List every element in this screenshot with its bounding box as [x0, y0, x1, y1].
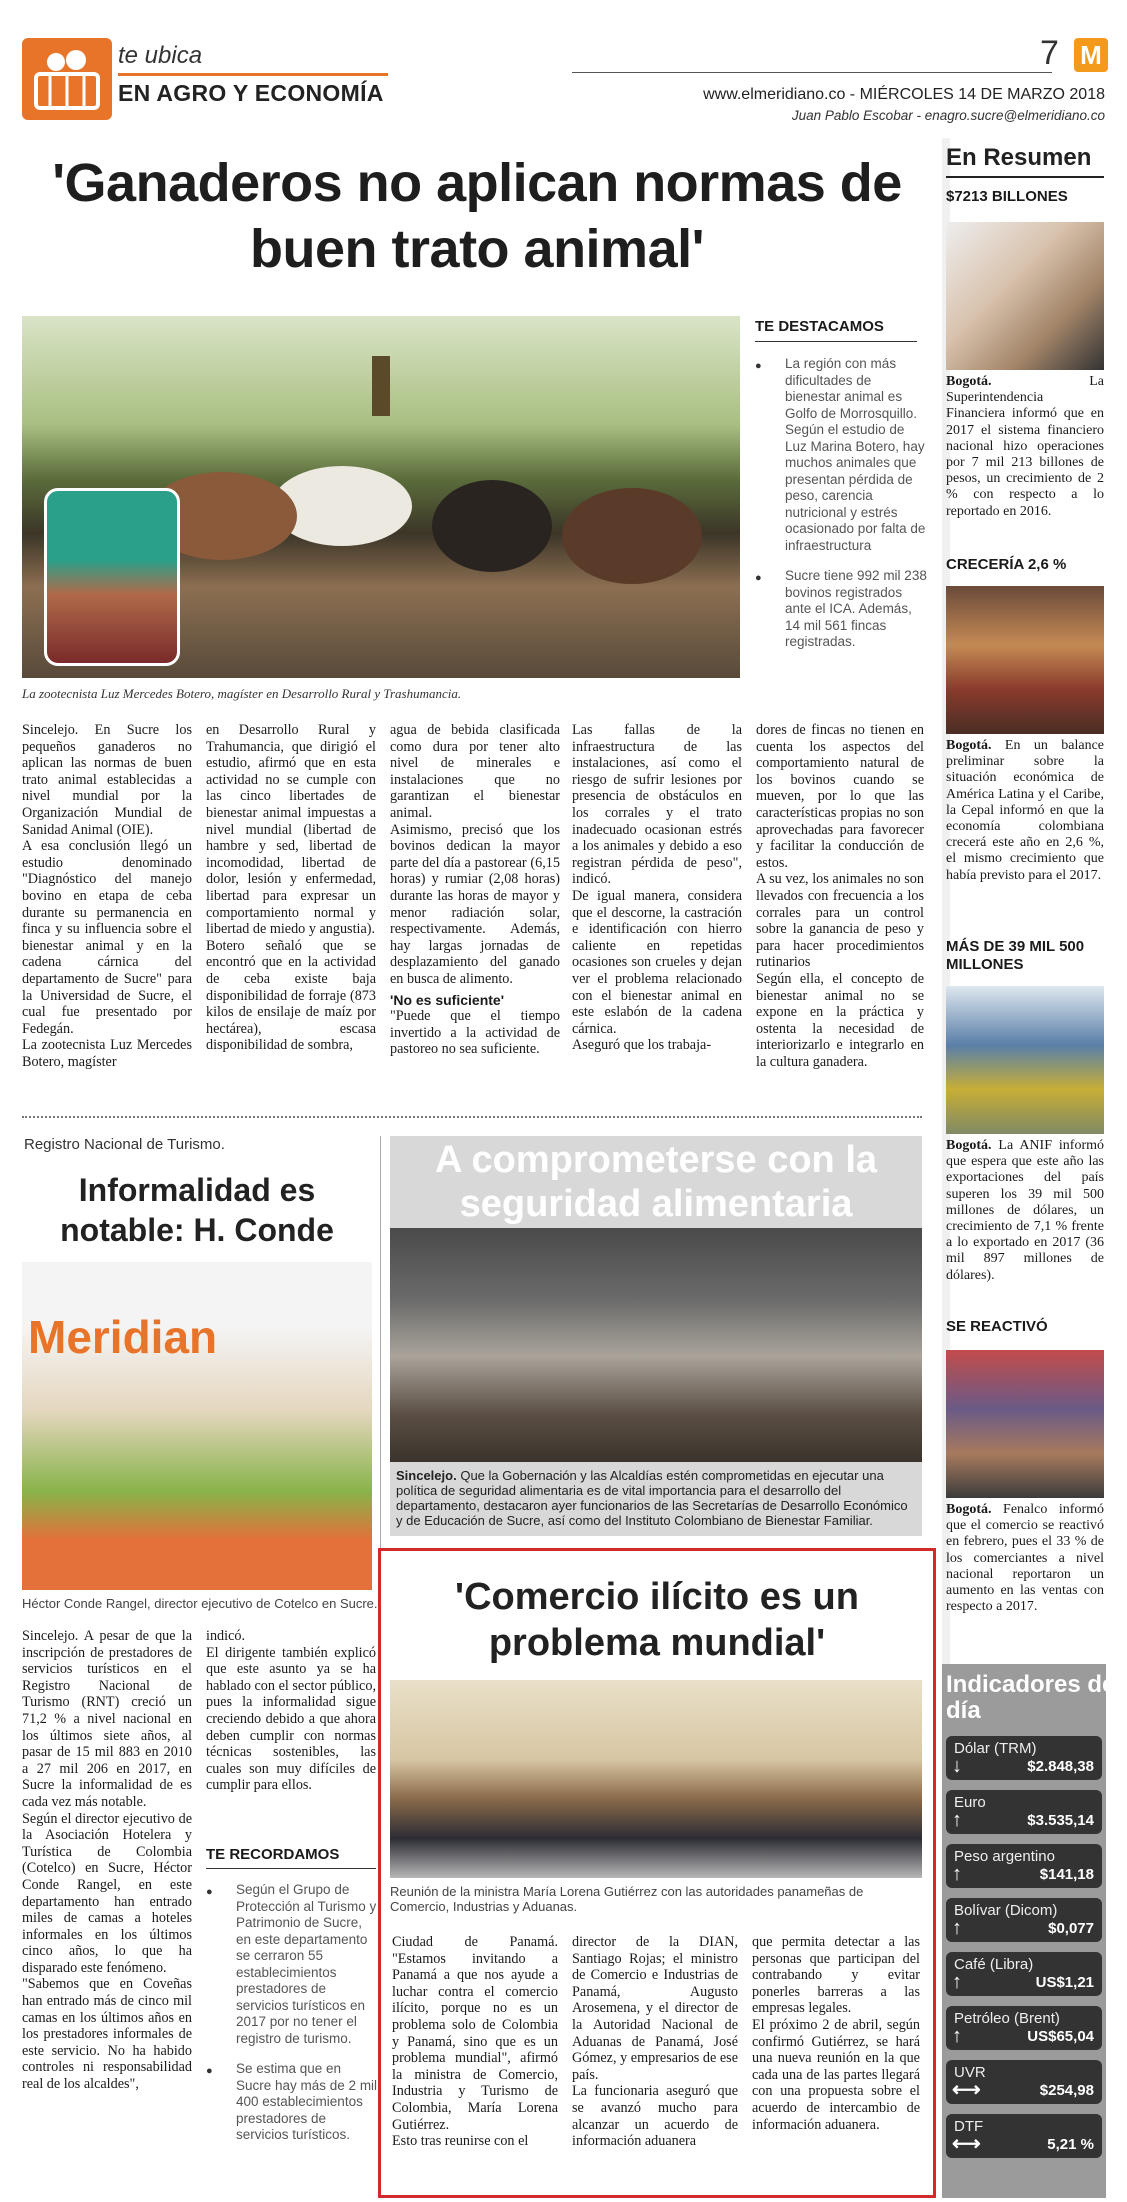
- list-item: ● La región con más dificultades de bienestar animal es Golfo de Morrosquillo. Según el estudio de Luz Marina Botero, hay muchos animales que presentan pérdida de peso, carencia nutricional y estrés ocasionado por falta de infraestructura: [755, 356, 927, 554]
- summary-photo: [946, 1350, 1104, 1498]
- indicator-name: Petróleo (Brent): [954, 2010, 1060, 2027]
- paragraph: dores de fincas no tienen en cuenta los aspectos del comportamiento natural de los bovinos cuando se mueven, por lo que las características propias no son aprovechadas para favorecer y facilitar la conducción de estos.: [756, 722, 924, 871]
- indicator-item: [946, 1844, 1102, 1888]
- indicator-value: $254,98: [1039, 2082, 1094, 2099]
- indicator-name: Café (Libra): [954, 1956, 1034, 1973]
- summary-lead: Bogotá.: [946, 374, 992, 389]
- paragraph: La funcionaria aseguró que se avanzó mucho para alcanzar un acuerdo de información aduanera: [572, 2083, 738, 2150]
- informalidad-column-2: [206, 1628, 376, 1794]
- comercio-photo: [390, 1680, 922, 1878]
- paragraph: Según ella, el concepto de bienestar animal no se expone en la práctica y ostenta la necesidad de interiorizarlo e integrarlo en la cultura ganadera.: [756, 970, 924, 1070]
- caption-lead: Sincelejo.: [396, 1468, 457, 1483]
- summary-heading: CRECERÍA 2,6 %: [946, 556, 1067, 573]
- summary-text: [946, 738, 1104, 884]
- indicator-name: Bolívar (Dicom): [954, 1902, 1058, 1919]
- paragraph: en Desarrollo Rural y Trahumancia, que dirigió el estudio, afirmó que en esta actividad no se cumple con las cinco libertades de bienestar animal impuestas a nivel mundial (libertad de hambre y sed, libertad de incomodidad, libertad de dolor, lesión y enfermedad, libertad para expresar un comportamiento normal y libertad de miedo y angustia).: [206, 722, 376, 938]
- comercio-headline: 'Comercio ilícito es un problema mundial': [455, 1576, 859, 1664]
- article-column-3: [390, 722, 560, 1058]
- summary-body: En un balance preliminar sobre la situación económica de América Latina y el Caribe, la Cepal informó en que la economía colombiana crecerá este año en 2,6 %, el mismo crecimiento que había previsto para el 2017.: [946, 738, 1105, 883]
- dateline: www.elmeridiano.co - MIÉRCOLES 14 DE MARZO 2018: [703, 86, 1105, 103]
- paragraph: Botero señaló que se encontró que en la actividad de ceba existe baja disponibilidad de forraje (873 kilos de ensilaje de maíz por hectárea), escasa disponibilidad de sombra,: [206, 937, 376, 1054]
- indicator-value: US$1,21: [1035, 1974, 1094, 1991]
- conde-caption: Héctor Conde Rangel, director ejecutivo de Cotelco en Sucre.: [22, 1596, 378, 1611]
- paragraph: A su vez, los animales no son llevados con frecuencia a los corrales para un control sobre la ganancia de peso y para hacer procedimientos rutinarios: [756, 871, 924, 971]
- indicator-value: US$65,04: [1027, 2028, 1094, 2045]
- indicator-value: $0,077: [1048, 1920, 1094, 1937]
- summary-photo: [946, 986, 1104, 1134]
- indicator-name: UVR: [954, 2064, 986, 2081]
- section-underline: [118, 73, 388, 76]
- summary-lead: Bogotá.: [946, 738, 992, 753]
- paragraph: Las fallas de la infraestructura de las instalaciones, así como el riesgo de sufrir lesiones por presencia de obstáculos en los corrales y el trato inadecuado ocasionan estrés a los animales y debido a eso registran pérdida de peso", indicó.: [572, 722, 742, 888]
- paragraph: La zootecnista Luz Mercedes Botero, magíster: [22, 1037, 192, 1070]
- trend-arrow-icon: ⟷: [952, 2133, 981, 2155]
- paragraph: A esa conclusión llegó un estudio denominado "Diagnóstico del manejo bovino en etapa de ceba durante su permanencia en finca y su influencia sobre el bienestar animal y en la cadena cárnica del departamento de Sucre" para la Universidad de Sucre, el cual fue presentado por Fedegán.: [22, 838, 192, 1037]
- seguridad-photo: [390, 1228, 922, 1462]
- trend-arrow-icon: ↑: [952, 1917, 962, 1939]
- paragraph: "Puede que el tiempo invertido a la actividad de pastoreo no sea suficiente.: [390, 1008, 560, 1058]
- indicator-name: Peso argentino: [954, 1848, 1055, 1865]
- informalidad-column-1: [22, 1628, 192, 2093]
- sidebar-rule: [946, 176, 1104, 178]
- summary-heading: MÁS DE 39 MIL 500 MILLONES: [946, 938, 1085, 973]
- paragraph: Según el director ejecutivo de la Asociación Hotelera y Turística de Colombia (Cotelco) en Sucre, Héctor Conde Rangel, en este departamento han entrado miles de camas a hoteles informales en los últimos cinco años, lo que ha disparado este fenómeno.: [22, 1810, 192, 1976]
- indicator-name: Euro: [954, 1794, 986, 1811]
- paragraph: De igual manera, considera que el descorne, la castración e identificación con hierro caliente en repetidas ocasiones son crueles y dejan ver el problema relacionado con el bienestar animal en este eslabón de la cadena cárnica.: [572, 887, 742, 1037]
- article-column-4: [572, 722, 742, 1054]
- paragraph: director de la DIAN, Santiago Rojas; el ministro de Comercio e Industrias de Panamá, Augusto Arosemena, y el director de la Autoridad Nacional de Aduanas de Panamá, José Gómez, y empresarios de ese país.: [572, 1934, 738, 2083]
- indicator-item: [946, 1736, 1102, 1780]
- paragraph: agua de bebida clasificada como dura por tener alto nivel de minerales e instalaciones que no garantizan el bienestar animal.: [390, 722, 560, 821]
- trend-arrow-icon: ↑: [952, 1971, 962, 1993]
- recordamos-list: [206, 1882, 378, 2158]
- informalidad-headline: Informalidad es notable: H. Conde: [60, 1172, 334, 1248]
- paragraph: que permita detectar a las personas que participan del contrabando y evitar ponerles barreras a las empresas legales.: [752, 1934, 920, 2017]
- list-item: ● Según el Grupo de Protección al Turismo y Patrimonio de Sucre, en este departamento se cerraron 55 establecimientos prestadores de servicios turísticos en 2017 por no tener el registro de turismo.: [206, 1882, 378, 2047]
- trend-arrow-icon: ↑: [952, 1863, 962, 1885]
- brand-logo: M: [1074, 38, 1108, 72]
- indicator-value: $2.848,38: [1027, 1758, 1094, 1775]
- summary-text: [946, 374, 1104, 520]
- paragraph: El dirigente también explicó que este asunto ya se ha hablado con el sector público, pues la informalidad sigue creciendo debido a que ahora deben cumplir con normas técnicas sostenibles, las cuales son muy difíciles de cumplir para ellos.: [206, 1644, 376, 1794]
- main-headline: 'Ganaderos no aplican normas de buen trato animal': [52, 153, 902, 279]
- meridian-sign: Meridian: [28, 1311, 218, 1363]
- header-rule: [572, 72, 1052, 73]
- seguridad-headline: A comprometerse con la seguridad alimentaria: [434, 1139, 878, 1225]
- paragraph: Asimismo, precisó que los bovinos dedican la mayor parte del día a pastorear (6,15 horas) y rumiar (2,08 horas) durante las horas de mayor y menor radiación solar, respectivamente. Además, hay largas jornadas de desplazamiento del ganado en busca de alimento.: [390, 821, 560, 987]
- trend-arrow-icon: ↑: [952, 1809, 962, 1831]
- trend-arrow-icon: ⟷: [952, 2079, 981, 2101]
- destacamos-heading: TE DESTACAMOS: [755, 318, 884, 335]
- recordamos-heading: TE RECORDAMOS: [206, 1846, 340, 1863]
- destacamos-rule: [755, 341, 917, 342]
- paragraph: Esto tras reunirse con el: [392, 2133, 529, 2150]
- subheading: 'No es suficiente': [390, 991, 505, 1008]
- trend-arrow-icon: ↓: [952, 1755, 962, 1777]
- section-kicker: te ubica: [118, 42, 203, 69]
- indicator-item: [946, 1790, 1102, 1834]
- indicator-item: [946, 2114, 1102, 2158]
- paragraph: "Sabemos que en Coveñas han entrado más de cinco mil camas en los últimos años en los prestadores informales de este servicio. No ha habido controles ni responsabilidad real de los alcaldes",: [22, 1976, 192, 2093]
- indicators-title: Indicadores del día: [946, 1671, 1123, 1724]
- trend-arrow-icon: ↑: [952, 2025, 962, 2047]
- photo-caption: La zootecnista Luz Mercedes Botero, magíster en Desarrollo Rural y Trashumancia.: [22, 686, 462, 701]
- article-column-1: [22, 722, 192, 1070]
- section-divider: [22, 1116, 922, 1118]
- indicator-value: $141,18: [1039, 1866, 1094, 1883]
- list-item: ● Sucre tiene 992 mil 238 bovinos registrados ante el ICA. Además, 14 mil 561 fincas registradas.: [755, 568, 927, 651]
- indicator-value: 5,21 %: [1047, 2136, 1094, 2153]
- summary-heading: SE REACTIVÓ: [946, 1318, 1048, 1335]
- article-column-2: [206, 722, 376, 1054]
- recordamos-rule: [206, 1868, 376, 1869]
- indicator-item: [946, 2060, 1102, 2104]
- paragraph: indicó.: [206, 1628, 246, 1644]
- summary-lead: Bogotá.: [946, 1138, 992, 1153]
- caption-text: Que la Gobernación y las Alcaldías estén comprometidas en ejecutar una política de seguridad alimentaria es de vital importancia para el desarrollo del departamento, destacaron ayer funcionarios de las Secretarías de Desarrollo Económico y de Educación de Sucre, así como del Instituto Colombiano de Bienestar Familiar.: [396, 1468, 908, 1528]
- summary-heading: $7213 BILLONES: [946, 188, 1068, 205]
- indicator-value: $3.535,14: [1027, 1812, 1094, 1829]
- summary-body: La ANIF informó que espera que este año las exportaciones del país superen los 39 mil 500 millones de dólares, un crecimiento de 7,1 % frente a lo exportado en 2017 (36 mil 897 millones de dólares).: [946, 1138, 1105, 1283]
- indicator-item: [946, 2006, 1102, 2050]
- section-title: EN AGRO Y ECONOMÍA: [118, 80, 384, 106]
- comercio-column-3: [752, 1934, 920, 2133]
- paragraph: Ciudad de Panamá. "Estamos invitando a Panamá a que nos ayude a luchar contra el comercio ilícito, porque no es un problema solo de Colombia y Panamá, sino que es un problema mundial", afirmó la ministra de Comercio, Industria y Turismo de Colombia, María Lorena Gutiérrez.: [392, 1934, 558, 2133]
- comercio-caption: Reunión de la ministra María Lorena Gutiérrez con las autoridades panameñas de Comercio, Industrias y Aduanas.: [390, 1884, 864, 1914]
- summary-text: [946, 1502, 1104, 1615]
- section-logo: [22, 38, 112, 120]
- comercio-column-1: [392, 1934, 558, 2150]
- sidebar-title: En Resumen: [946, 144, 1092, 171]
- paragraph: El próximo 2 de abril, según confirmó Gutiérrez, se hará una nueva reunión en la que cada una de las partes llegará con una propuesta sobre el acuerdo de intercambio de información aduanera.: [752, 2016, 920, 2133]
- summary-text: [946, 1138, 1104, 1284]
- summary-photo: [946, 586, 1104, 734]
- comercio-column-2: [572, 1934, 738, 2150]
- indicator-name: Dólar (TRM): [954, 1740, 1037, 1757]
- page-number: 7: [1040, 34, 1059, 72]
- indicator-item: [946, 1898, 1102, 1942]
- paragraph: Sincelejo. A pesar de que la inscripción de prestadores de servicios turísticos en el Registro Nacional de Turismo (RNT) creció un 71,2 % a nivel nacional en los últimos siete años, al pasar de 15 mil 883 en 2010 a 27 mil 206 en 2017, en Sucre la informalidad de es cada vez más notable.: [22, 1628, 192, 1810]
- botero-portrait: [44, 488, 180, 666]
- summary-photo: [946, 222, 1104, 370]
- paragraph: Aseguró que los trabaja-: [572, 1037, 712, 1054]
- article-column-5: [756, 722, 924, 1070]
- seguridad-caption: [396, 1468, 916, 1528]
- basket-icon: [22, 38, 112, 120]
- byline: Juan Pablo Escobar - enagro.sucre@elmeridiano.co: [791, 108, 1105, 123]
- informalidad-kicker: Registro Nacional de Turismo.: [24, 1136, 225, 1153]
- summary-lead: Bogotá.: [946, 1502, 992, 1517]
- indicator-name: DTF: [954, 2118, 984, 2135]
- paragraph: Sincelejo. En Sucre los pequeños ganaderos no aplican las normas de buen trato animal establecidas a nivel mundial por la Organización Mundial de Sanidad Animal (OIE).: [22, 722, 192, 838]
- list-item: ● Se estima que en Sucre hay más de 2 mil 400 establecimientos prestadores de servicios turísticos.: [206, 2061, 378, 2144]
- summary-body: La Superintendencia Financiera informó que en 2017 el sistema financiero nacional hizo operaciones por 7 mil 213 billones de pesos, un crecimiento de 2 % con respecto a lo reportado en 2016.: [946, 374, 1104, 519]
- summary-body: Fenalco informó que el comercio se reactivó en febrero, pues el 33 % de los comerciantes a nivel nacional reportaron un aumento en las ventas con respecto a 2017.: [946, 1502, 1105, 1615]
- destacamos-list: [755, 356, 927, 665]
- indicator-item: [946, 1952, 1102, 1996]
